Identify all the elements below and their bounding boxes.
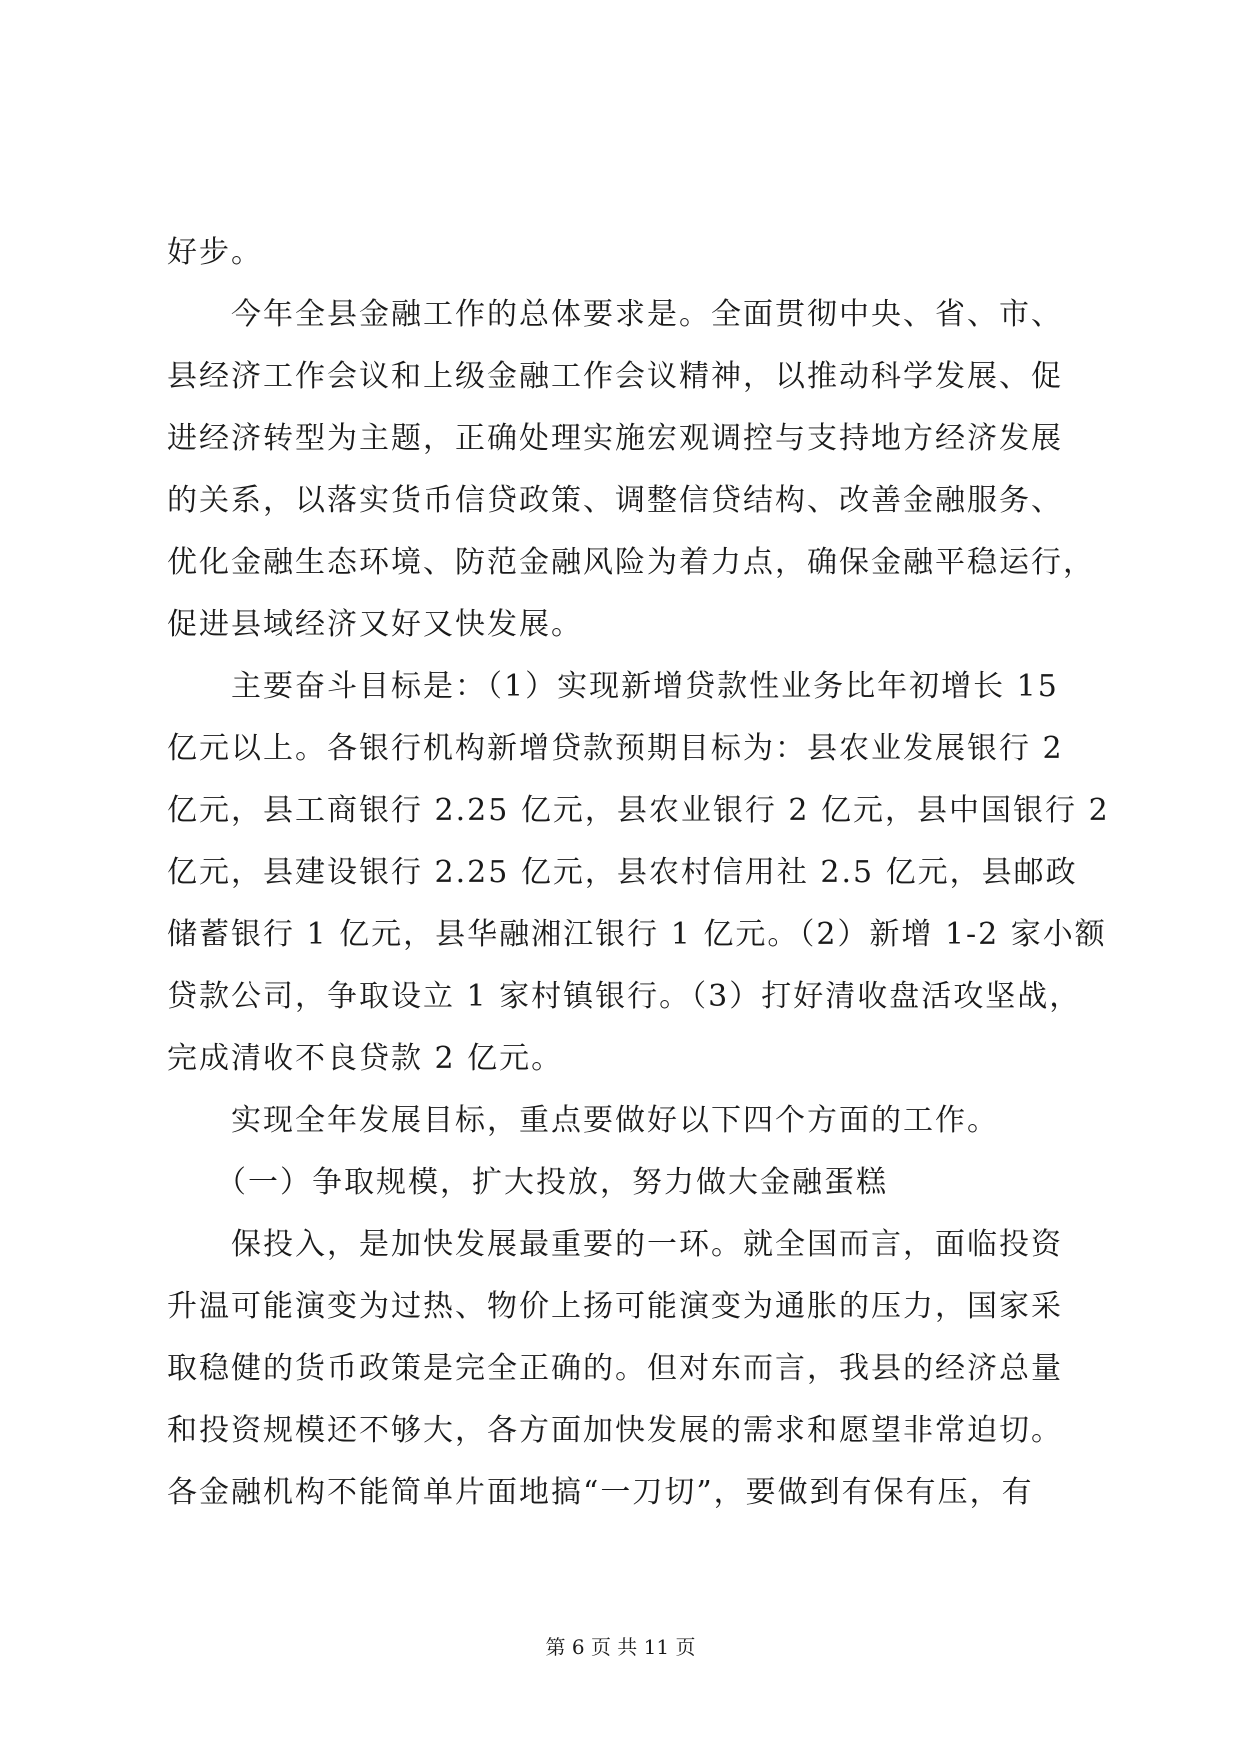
text-line: 今年全县金融工作的总体要求是。全面贯彻中央、省、市、 [167, 297, 1063, 332]
text-line: 亿元，县建设银行 2.25 亿元，县农村信用社 2.5 亿元，县邮政 [167, 855, 1078, 890]
text-line: 促进县域经济又好又快发展。 [167, 607, 583, 642]
text-line: 保投入，是加快发展最重要的一环。就全国而言，面临投资 [167, 1227, 1063, 1262]
section-heading: （一）争取规模，扩大投放，努力做大金融蛋糕 [167, 1165, 888, 1200]
text-line: 升温可能演变为过热、物价上扬可能演变为通胀的压力，国家采 [167, 1289, 1063, 1324]
text-line: 进经济转型为主题，正确处理实施宏观调控与支持地方经济发展 [167, 421, 1063, 456]
text-line: 和投资规模还不够大，各方面加快发展的需求和愿望非常迫切。 [167, 1413, 1063, 1448]
text-line: 亿元，县工商银行 2.25 亿元，县农业银行 2 亿元，县中国银行 2 [167, 793, 1110, 828]
text-line: 实现全年发展目标，重点要做好以下四个方面的工作。 [167, 1103, 999, 1138]
document-body [167, 222, 1110, 1524]
text-line: 县经济工作会议和上级金融工作会议精神，以推动科学发展、促 [167, 359, 1063, 394]
text-line: 各金融机构不能简单片面地搞“一刀切”，要做到有保有压，有 [167, 1475, 1034, 1510]
text-line: 好步。 [167, 235, 263, 270]
text-line: 完成清收不良贷款 2 亿元。 [167, 1041, 564, 1076]
text-line: 储蓄银行 1 亿元，县华融湘江银行 1 亿元。（2）新增 1-2 家小额 [167, 917, 1107, 952]
page-number-footer: 第 6 页 共 11 页 [545, 1635, 696, 1659]
text-line: 亿元以上。各银行机构新增贷款预期目标为：县农业发展银行 2 [167, 731, 1064, 766]
text-line: 贷款公司，争取设立 1 家村镇银行。（3）打好清收盘活攻坚战， [167, 979, 1082, 1014]
text-line: 取稳健的货币政策是完全正确的。但对东而言，我县的经济总量 [167, 1351, 1063, 1386]
text-line: 主要奋斗目标是：（1）实现新增贷款性业务比年初增长 15 [167, 669, 1059, 704]
text-line: 优化金融生态环境、防范金融风险为着力点，确保金融平稳运行， [167, 545, 1095, 580]
text-line: 的关系，以落实货币信贷政策、调整信贷结构、改善金融服务、 [167, 483, 1063, 518]
